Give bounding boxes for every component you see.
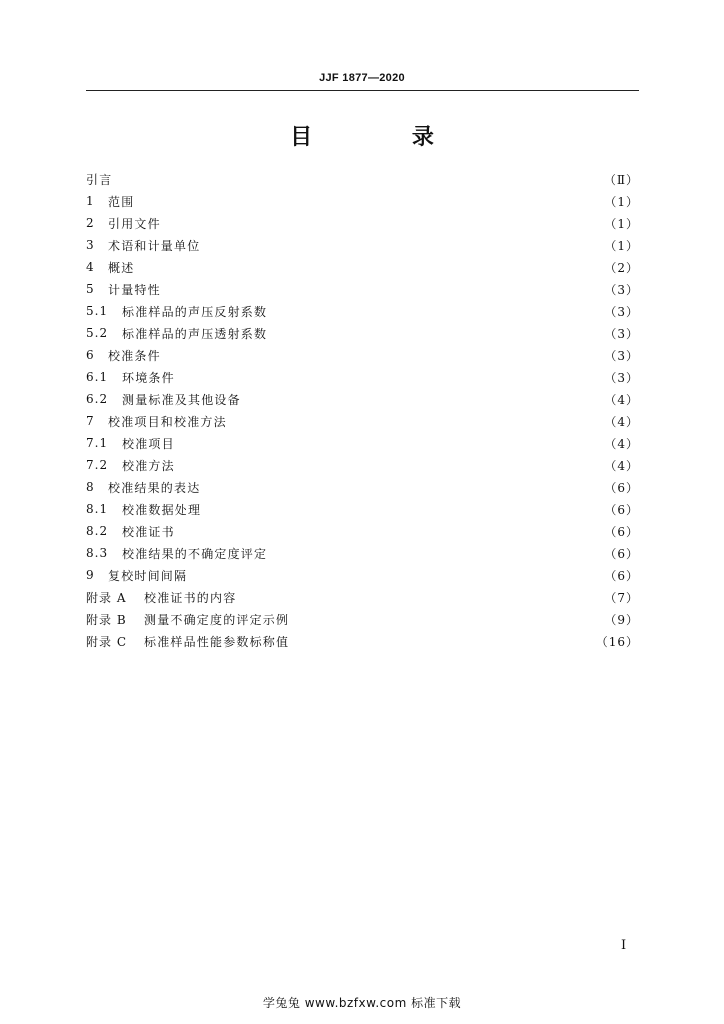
toc-entry-number: 6.1 (86, 370, 109, 384)
page-title: 目 录 (290, 125, 480, 150)
toc-entry-label: 校准方法 (122, 458, 175, 473)
toc-entry-label: 测量不确定度的评定示例 (144, 612, 290, 627)
toc-dot-leader (291, 635, 594, 647)
toc-entry-label: 校准条件 (108, 348, 161, 363)
toc-entry-page: （3） (604, 282, 639, 297)
toc-dot-leader (269, 327, 602, 339)
toc-dot-leader (177, 437, 603, 449)
toc-entry (86, 212, 639, 234)
toc-entry-number: 附录 A (86, 590, 127, 605)
toc-entry-label: 校准项目和校准方法 (108, 414, 227, 429)
toc-entry-number: 2 (86, 216, 95, 230)
toc-dot-leader (229, 415, 603, 427)
toc-entry (86, 520, 639, 542)
toc-entry-page: （16） (595, 634, 639, 649)
toc-entry-number: 附录 C (86, 634, 127, 649)
toc-dot-leader (136, 195, 602, 207)
toc-dot-leader (238, 591, 602, 603)
toc-entry-page: （6） (604, 568, 639, 583)
toc-entry-page: （3） (604, 304, 639, 319)
header-divider (86, 90, 639, 91)
toc-entry-label: 环境条件 (122, 370, 175, 385)
toc-entry-label: 引用文件 (108, 216, 161, 231)
toc-entry-label: 校准数据处理 (122, 502, 202, 517)
toc-entry-number: 7.1 (86, 436, 109, 450)
toc-dot-leader (202, 239, 602, 251)
toc-entry-page: （3） (604, 326, 639, 341)
toc-dot-leader (291, 613, 602, 625)
toc-entry-page: （Ⅱ） (603, 172, 639, 187)
toc-entry-label: 引言 (86, 172, 113, 187)
toc-entry-label: 概述 (108, 260, 135, 275)
page-number: I (621, 938, 627, 953)
toc-entry-number: 3 (86, 238, 95, 252)
toc-entry-number: 5.2 (86, 326, 109, 340)
toc-entry (86, 454, 639, 476)
toc-dot-leader (203, 503, 602, 515)
toc-entry (86, 630, 639, 652)
toc-entry (86, 168, 639, 190)
toc-dot-leader (189, 569, 602, 581)
toc-entry-label: 范围 (108, 194, 135, 209)
toc-entry-page: （4） (604, 414, 639, 429)
toc-dot-leader (202, 481, 602, 493)
toc-entry-label: 校准结果的表达 (108, 480, 201, 495)
toc-entry-number: 8.1 (86, 502, 109, 516)
toc-entry-number: 7 (86, 414, 95, 428)
toc-entry-page: （4） (604, 458, 639, 473)
toc-entry-page: （6） (604, 546, 639, 561)
toc-entry-page: （6） (604, 480, 639, 495)
toc-entry-number: 7.2 (86, 458, 109, 472)
toc-dot-leader (243, 393, 603, 405)
toc-entry-page: （9） (604, 612, 639, 627)
toc-entry-page: （2） (604, 260, 639, 275)
toc-entry-page: （6） (604, 524, 639, 539)
toc-dot-leader (136, 261, 602, 273)
toc-entry (86, 564, 639, 586)
toc-entry-page: （1） (604, 238, 639, 253)
toc-entry (86, 542, 639, 564)
toc-entry-page: （7） (604, 590, 639, 605)
toc-entry-label: 校准项目 (122, 436, 175, 451)
toc-entry-page: （4） (604, 436, 639, 451)
toc-dot-leader (163, 349, 603, 361)
toc-entry-number: 5.1 (86, 304, 109, 318)
toc-entry-page: （1） (604, 194, 639, 209)
footer-watermark: 学兔兔 www.bzfxw.com 标准下载 (262, 996, 462, 1010)
toc-entry (86, 300, 639, 322)
standard-code: JJF 1877—2020 (319, 72, 405, 84)
toc-entry-number: 附录 B (86, 612, 127, 627)
toc-dot-leader (163, 217, 603, 229)
toc-entry-label: 复校时间间隔 (108, 568, 188, 583)
toc-dot-leader (177, 459, 603, 471)
toc-entry-label: 标准样品的声压反射系数 (122, 304, 268, 319)
toc-entry-number: 8.3 (86, 546, 109, 560)
toc-entry (86, 322, 639, 344)
toc-entry-label: 标准样品性能参数标称值 (144, 634, 290, 649)
toc-entry (86, 366, 639, 388)
toc-entry-number: 6 (86, 348, 95, 362)
toc-entry (86, 234, 639, 256)
toc-entry (86, 190, 639, 212)
toc-entry-label: 术语和计量单位 (108, 238, 201, 253)
toc-entry-number: 4 (86, 260, 95, 274)
toc-entry-number: 8.2 (86, 524, 109, 538)
toc-dot-leader (114, 173, 601, 185)
toc-entry-page: （1） (604, 216, 639, 231)
toc-entry-number: 5 (86, 282, 95, 296)
toc-entry-page: （3） (604, 348, 639, 363)
table-of-contents (86, 168, 639, 652)
toc-entry-number: 9 (86, 568, 95, 582)
toc-entry-number: 1 (86, 194, 95, 208)
toc-entry (86, 344, 639, 366)
toc-entry-label: 测量标准及其他设备 (122, 392, 241, 407)
toc-entry-label: 校准证书 (122, 524, 175, 539)
toc-entry (86, 498, 639, 520)
toc-entry-page: （4） (604, 392, 639, 407)
toc-entry-number: 6.2 (86, 392, 109, 406)
toc-dot-leader (177, 371, 603, 383)
toc-entry-label: 校准结果的不确定度评定 (122, 546, 268, 561)
toc-entry-page: （6） (604, 502, 639, 517)
toc-entry (86, 432, 639, 454)
toc-entry (86, 278, 639, 300)
toc-entry (86, 608, 639, 630)
toc-entry (86, 586, 639, 608)
toc-entry (86, 256, 639, 278)
toc-entry (86, 476, 639, 498)
toc-dot-leader (163, 283, 603, 295)
toc-entry-number: 8 (86, 480, 95, 494)
toc-entry-label: 校准证书的内容 (144, 590, 237, 605)
toc-entry (86, 388, 639, 410)
toc-dot-leader (177, 525, 603, 537)
toc-entry-label: 计量特性 (108, 282, 161, 297)
toc-entry (86, 410, 639, 432)
toc-entry-page: （3） (604, 370, 639, 385)
toc-dot-leader (269, 547, 602, 559)
toc-dot-leader (269, 305, 602, 317)
toc-entry-label: 标准样品的声压透射系数 (122, 326, 268, 341)
